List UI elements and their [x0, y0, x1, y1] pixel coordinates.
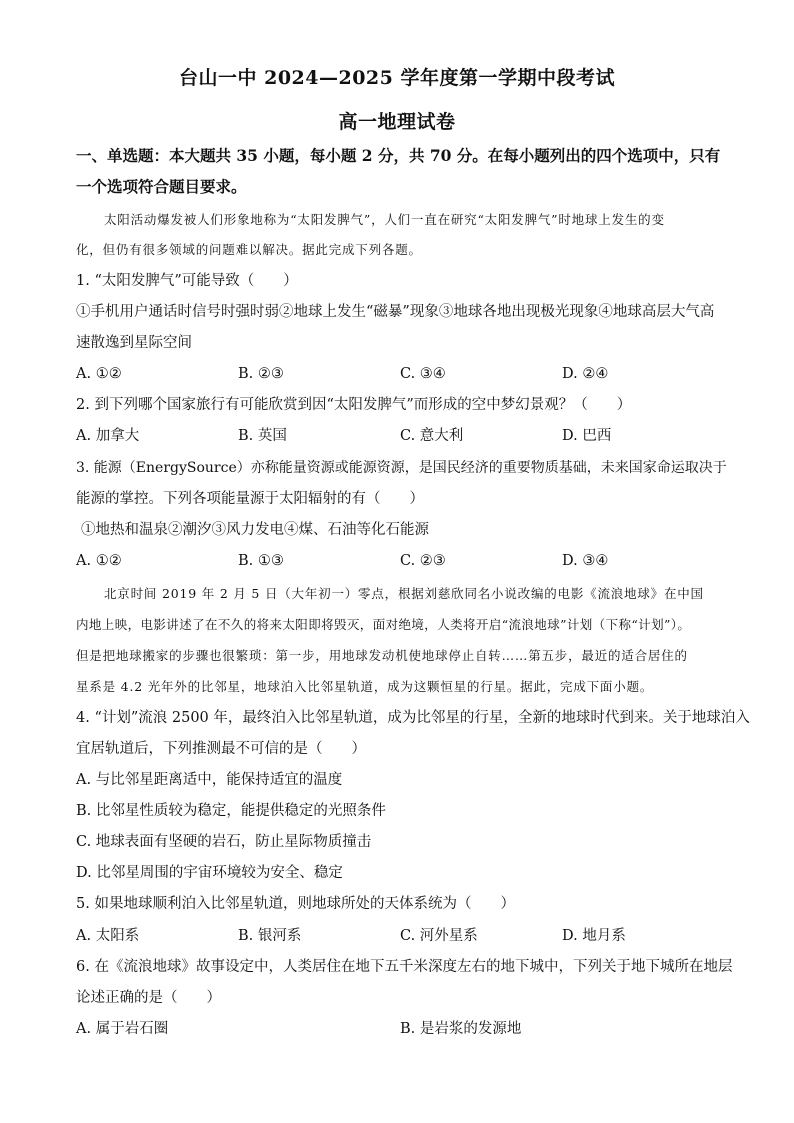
exam-title: 台山一中 2024—2025 学年度第一学期中段考试 — [179, 67, 615, 89]
q2-option-a[interactable]: A. 加拿大 — [76, 428, 140, 444]
section-instruction-line1: 一、单选题：本大题共 35 小题，每小题 2 分，共 70 分。在每小题列出的四个选项中，只有 — [76, 146, 721, 165]
q1-stem: 1. “太阳发脾气”可能导致（ ） — [76, 273, 298, 289]
q6-stem-line1: 6. 在《流浪地球》故事设定中，人类居住在地下五千米深度左右的地下城中，下列关于地下城所在地层 — [76, 959, 733, 975]
q3-desc: ①地热和温泉②潮汐③风力发电④煤、石油等化石能源 — [81, 522, 429, 538]
q1-desc-line1: ①手机用户通话时信号时强时弱②地球上发生“磁暴”现象③地球各地出现极光现象④地球高层大气高 — [76, 304, 715, 320]
q5-option-b[interactable]: B. 银河系 — [238, 928, 302, 944]
q3-option-b[interactable]: B. ①③ — [238, 553, 284, 569]
exam-subtitle: 高一地理试卷 — [338, 111, 456, 133]
q6-option-a[interactable]: A. 属于岩石圈 — [76, 1021, 169, 1037]
passage2-line4: 星系是 4.2 光年外的比邻星，地球泊入比邻星轨道，成为这颗恒星的行星。据此，完成下面小题。 — [76, 679, 654, 694]
q2-option-c[interactable]: C. 意大利 — [400, 428, 464, 444]
passage1-line2: 化，但仍有很多领域的问题难以解决。据此完成下列各题。 — [76, 242, 422, 257]
q1-option-d[interactable]: D. ②④ — [562, 366, 609, 382]
q3-stem-line1: 3. 能源（EnergySource）亦称能量资源或能源资源，是国民经济的重要物质基础，未来国家命运取决于 — [76, 460, 727, 476]
q5-option-c[interactable]: C. 河外星系 — [400, 928, 478, 944]
q2-stem: 2. 到下列哪个国家旅行有可能欣赏到因“太阳发脾气”而形成的空中梦幻景观？（ ） — [76, 397, 632, 413]
passage2-line3: 但是把地球搬家的步骤也很繁琐：第一步，用地球发动机使地球停止自转……第五步，最近的适合居住的 — [76, 648, 688, 663]
q6-option-b[interactable]: B. 是岩浆的发源地 — [400, 1021, 522, 1037]
q3-option-d[interactable]: D. ③④ — [562, 553, 609, 569]
passage1-line1: 太阳活动爆发被人们形象地称为“太阳发脾气”，人们一直在研究“太阳发脾气”时地球上发生的变 — [104, 212, 665, 227]
passage2-line1: 北京时间 2019 年 2 月 5 日（大年初一）零点，根据刘慈欣同名小说改编的电影《流浪地球》在中国 — [104, 586, 704, 601]
q1-option-b[interactable]: B. ②③ — [238, 366, 284, 382]
q3-stem-line2: 能源的掌控。下列各项能量源于太阳辐射的有（ ） — [76, 491, 424, 507]
q5-option-d[interactable]: D. 地月系 — [562, 928, 626, 944]
q2-option-b[interactable]: B. 英国 — [238, 428, 287, 444]
q4-option-a[interactable]: A. 与比邻星距离适中，能保持适宜的温度 — [76, 772, 343, 788]
q1-desc-line2: 速散逸到星际空间 — [76, 335, 192, 351]
q4-stem-line1: 4. “计划”流浪 2500 年，最终泊入比邻星轨道，成为比邻星的行星，全新的地球时代到来。关于地球泊入 — [76, 710, 750, 726]
q4-option-c[interactable]: C. 地球表面有坚硬的岩石，防止星际物质撞击 — [76, 834, 372, 850]
q4-stem-line2: 宜居轨道后，下列推测最不可信的是（ ） — [76, 741, 366, 757]
q5-stem: 5. 如果地球顺利泊入比邻星轨道，则地球所处的天体系统为（ ） — [76, 896, 515, 912]
q4-option-d[interactable]: D. 比邻星周围的宇宙环境较为安全、稳定 — [76, 865, 343, 881]
q1-option-a[interactable]: A. ①② — [76, 366, 122, 382]
q2-option-d[interactable]: D. 巴西 — [562, 428, 612, 444]
q3-option-c[interactable]: C. ②③ — [400, 553, 446, 569]
q6-stem-line2: 论述正确的是（ ） — [76, 990, 221, 1006]
q3-option-a[interactable]: A. ①② — [76, 553, 122, 569]
q4-option-b[interactable]: B. 比邻星性质较为稳定，能提供稳定的光照条件 — [76, 803, 386, 819]
section-instruction-line2: 一个选项符合题目要求。 — [76, 177, 247, 196]
passage2-line2: 内地上映，电影讲述了在不久的将来太阳即将毁灭，面对绝境，人类将开启“流浪地球”计划（下称“计划”）。 — [76, 617, 691, 632]
q1-option-c[interactable]: C. ③④ — [400, 366, 446, 382]
q5-option-a[interactable]: A. 太阳系 — [76, 928, 140, 944]
